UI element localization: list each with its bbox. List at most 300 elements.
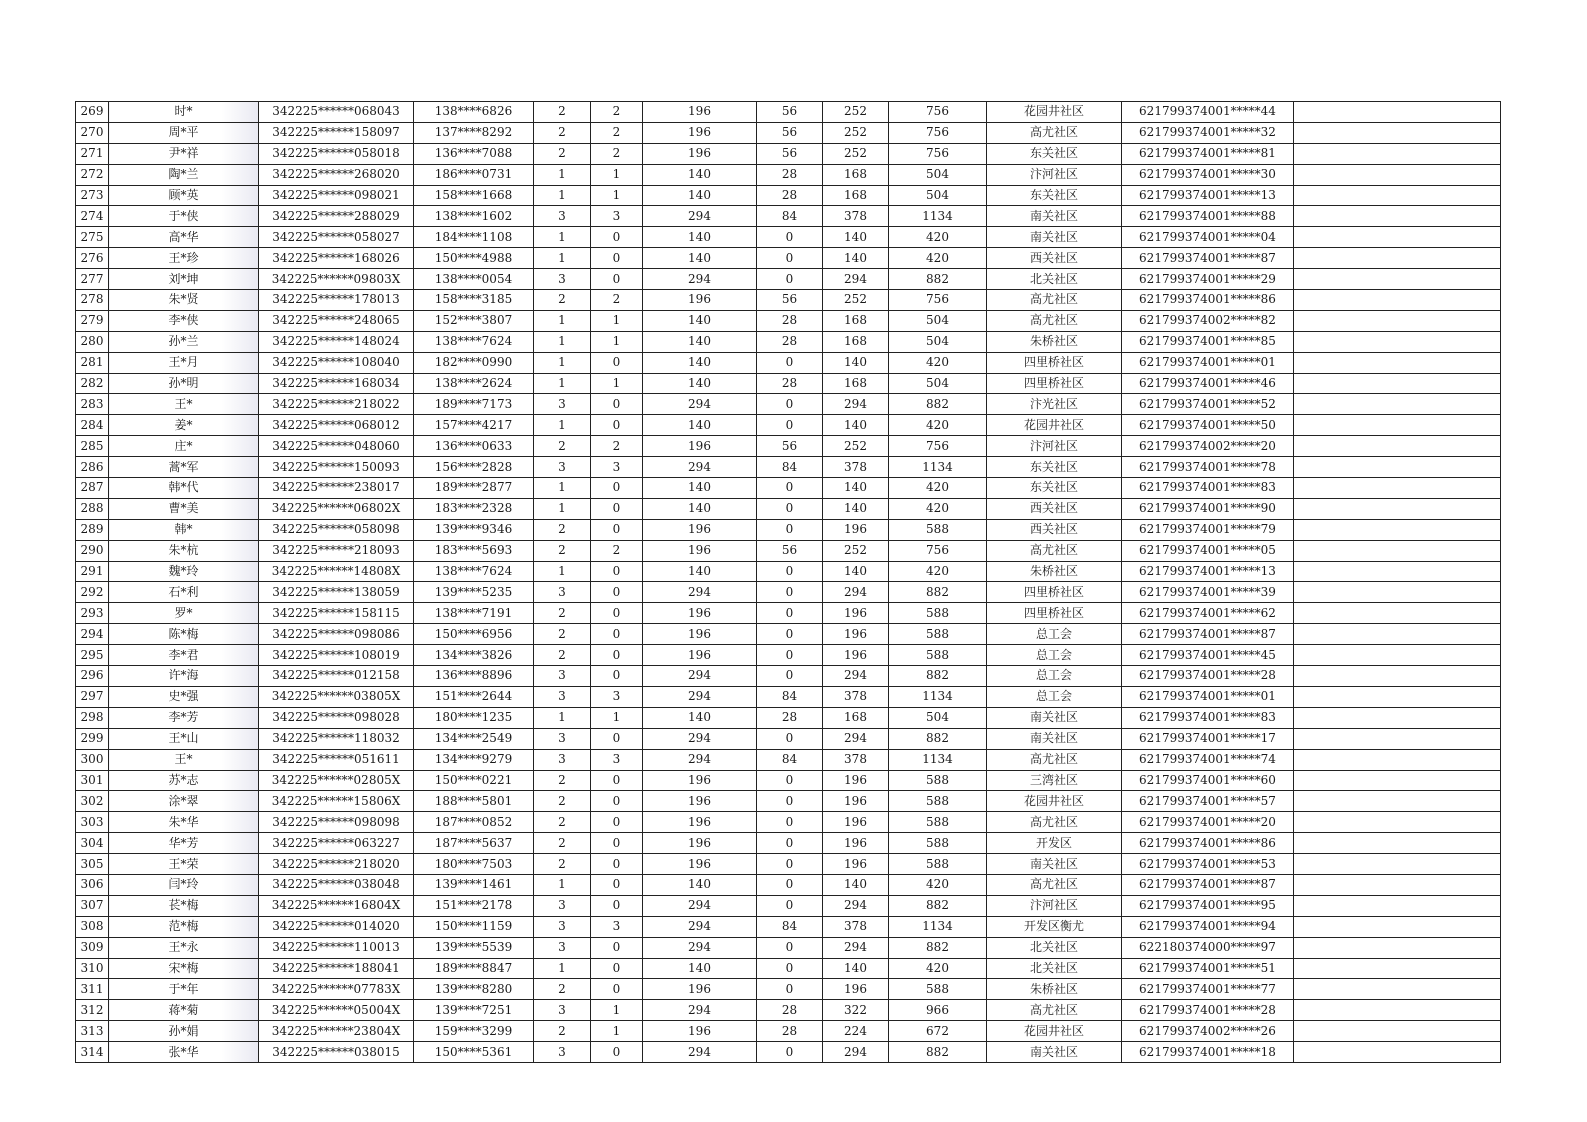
cell-total: 504 bbox=[889, 373, 987, 394]
cell-id-number: 342225******168026 bbox=[259, 248, 414, 269]
cell-amount-a: 140 bbox=[643, 561, 757, 582]
cell-amount-a: 294 bbox=[643, 937, 757, 958]
cell-count-a: 2 bbox=[534, 624, 591, 645]
cell-name: 韩* bbox=[109, 519, 259, 540]
cell-blank bbox=[1294, 624, 1501, 645]
cell-bank-account: 621799374001*****13 bbox=[1122, 561, 1294, 582]
table-row bbox=[76, 833, 1501, 854]
cell-phone: 150****4988 bbox=[414, 248, 534, 269]
cell-count-b: 1 bbox=[591, 707, 643, 728]
cell-row-number: 310 bbox=[76, 958, 109, 979]
cell-bank-account: 621799374001*****78 bbox=[1122, 457, 1294, 478]
table-row bbox=[76, 561, 1501, 582]
cell-id-number: 342225******038015 bbox=[259, 1042, 414, 1063]
table-row bbox=[76, 791, 1501, 812]
cell-community: 花园井社区 bbox=[987, 1021, 1122, 1042]
cell-amount-a: 294 bbox=[643, 582, 757, 603]
cell-phone: 151****2178 bbox=[414, 895, 534, 916]
cell-id-number: 342225******09803X bbox=[259, 269, 414, 290]
cell-total: 756 bbox=[889, 102, 987, 123]
cell-amount-a: 196 bbox=[643, 603, 757, 624]
cell-name: 刘*坤 bbox=[109, 269, 259, 290]
cell-name: 许*海 bbox=[109, 666, 259, 687]
cell-bank-account: 621799374001*****29 bbox=[1122, 269, 1294, 290]
cell-count-b: 1 bbox=[591, 1000, 643, 1021]
cell-id-number: 342225******06802X bbox=[259, 498, 414, 519]
cell-bank-account: 621799374001*****50 bbox=[1122, 415, 1294, 436]
cell-blank bbox=[1294, 916, 1501, 937]
cell-row-number: 280 bbox=[76, 331, 109, 352]
cell-total: 756 bbox=[889, 143, 987, 164]
cell-phone: 182****0990 bbox=[414, 352, 534, 373]
cell-count-b: 0 bbox=[591, 624, 643, 645]
cell-amount-a: 196 bbox=[643, 812, 757, 833]
cell-row-number: 273 bbox=[76, 185, 109, 206]
cell-count-b: 3 bbox=[591, 916, 643, 937]
cell-bank-account: 621799374001*****17 bbox=[1122, 728, 1294, 749]
cell-bank-account: 621799374002*****20 bbox=[1122, 436, 1294, 457]
cell-count-a: 2 bbox=[534, 645, 591, 666]
cell-id-number: 342225******168034 bbox=[259, 373, 414, 394]
cell-bank-account: 621799374001*****83 bbox=[1122, 478, 1294, 499]
cell-row-number: 295 bbox=[76, 645, 109, 666]
cell-name: 华*芳 bbox=[109, 833, 259, 854]
cell-count-b: 0 bbox=[591, 770, 643, 791]
cell-name: 孙*娟 bbox=[109, 1021, 259, 1042]
cell-blank bbox=[1294, 206, 1501, 227]
cell-total: 1134 bbox=[889, 916, 987, 937]
cell-phone: 183****5693 bbox=[414, 540, 534, 561]
cell-bank-account: 621799374001*****85 bbox=[1122, 331, 1294, 352]
cell-count-a: 1 bbox=[534, 310, 591, 331]
cell-count-a: 1 bbox=[534, 331, 591, 352]
cell-name: 王* bbox=[109, 394, 259, 415]
table-row bbox=[76, 290, 1501, 311]
cell-bank-account: 621799374001*****18 bbox=[1122, 1042, 1294, 1063]
cell-amount-b: 0 bbox=[757, 248, 823, 269]
cell-total: 504 bbox=[889, 310, 987, 331]
cell-subtotal: 168 bbox=[823, 185, 889, 206]
cell-row-number: 309 bbox=[76, 937, 109, 958]
cell-amount-b: 28 bbox=[757, 707, 823, 728]
cell-blank bbox=[1294, 540, 1501, 561]
cell-bank-account: 621799374001*****60 bbox=[1122, 770, 1294, 791]
cell-name: 尹*祥 bbox=[109, 143, 259, 164]
cell-count-a: 3 bbox=[534, 895, 591, 916]
cell-subtotal: 294 bbox=[823, 728, 889, 749]
cell-community: 总工会 bbox=[987, 645, 1122, 666]
cell-row-number: 272 bbox=[76, 164, 109, 185]
cell-blank bbox=[1294, 707, 1501, 728]
cell-count-b: 0 bbox=[591, 833, 643, 854]
cell-subtotal: 196 bbox=[823, 791, 889, 812]
cell-id-number: 342225******268020 bbox=[259, 164, 414, 185]
cell-id-number: 342225******058018 bbox=[259, 143, 414, 164]
cell-phone: 138****2624 bbox=[414, 373, 534, 394]
cell-amount-a: 140 bbox=[643, 310, 757, 331]
cell-phone: 134****2549 bbox=[414, 728, 534, 749]
cell-amount-b: 28 bbox=[757, 185, 823, 206]
cell-amount-b: 0 bbox=[757, 979, 823, 1000]
cell-community: 朱桥社区 bbox=[987, 331, 1122, 352]
cell-id-number: 342225******248065 bbox=[259, 310, 414, 331]
cell-phone: 156****2828 bbox=[414, 457, 534, 478]
cell-row-number: 286 bbox=[76, 457, 109, 478]
cell-community: 汴光社区 bbox=[987, 394, 1122, 415]
cell-phone: 180****7503 bbox=[414, 854, 534, 875]
cell-id-number: 342225******108040 bbox=[259, 352, 414, 373]
cell-blank bbox=[1294, 874, 1501, 895]
cell-name: 时* bbox=[109, 102, 259, 123]
cell-name: 高*华 bbox=[109, 227, 259, 248]
cell-phone: 137****8292 bbox=[414, 122, 534, 143]
cell-total: 588 bbox=[889, 833, 987, 854]
cell-community: 开发区衡尤 bbox=[987, 916, 1122, 937]
cell-amount-a: 196 bbox=[643, 540, 757, 561]
cell-subtotal: 140 bbox=[823, 498, 889, 519]
cell-phone: 189****7173 bbox=[414, 394, 534, 415]
cell-community: 高尤社区 bbox=[987, 812, 1122, 833]
cell-blank bbox=[1294, 666, 1501, 687]
cell-count-a: 1 bbox=[534, 248, 591, 269]
table-row bbox=[76, 707, 1501, 728]
cell-id-number: 342225******23804X bbox=[259, 1021, 414, 1042]
table-row bbox=[76, 874, 1501, 895]
cell-id-number: 342225******108019 bbox=[259, 645, 414, 666]
cell-amount-b: 0 bbox=[757, 791, 823, 812]
cell-name: 蒋*菊 bbox=[109, 1000, 259, 1021]
cell-id-number: 342225******098021 bbox=[259, 185, 414, 206]
cell-count-b: 0 bbox=[591, 415, 643, 436]
cell-count-a: 2 bbox=[534, 791, 591, 812]
table-row bbox=[76, 373, 1501, 394]
cell-total: 756 bbox=[889, 436, 987, 457]
cell-count-b: 1 bbox=[591, 373, 643, 394]
table-row bbox=[76, 122, 1501, 143]
cell-name: 李*君 bbox=[109, 645, 259, 666]
cell-phone: 139****9346 bbox=[414, 519, 534, 540]
cell-id-number: 342225******03805X bbox=[259, 686, 414, 707]
cell-total: 672 bbox=[889, 1021, 987, 1042]
cell-amount-b: 0 bbox=[757, 958, 823, 979]
cell-id-number: 342225******118032 bbox=[259, 728, 414, 749]
cell-name: 王* bbox=[109, 749, 259, 770]
cell-count-a: 1 bbox=[534, 958, 591, 979]
cell-total: 420 bbox=[889, 352, 987, 373]
cell-count-a: 3 bbox=[534, 1042, 591, 1063]
cell-count-a: 3 bbox=[534, 728, 591, 749]
cell-community: 高尤社区 bbox=[987, 749, 1122, 770]
table-row bbox=[76, 812, 1501, 833]
cell-name: 陶*兰 bbox=[109, 164, 259, 185]
cell-community: 南关社区 bbox=[987, 728, 1122, 749]
cell-bank-account: 621799374001*****01 bbox=[1122, 352, 1294, 373]
cell-row-number: 269 bbox=[76, 102, 109, 123]
cell-subtotal: 196 bbox=[823, 645, 889, 666]
cell-row-number: 313 bbox=[76, 1021, 109, 1042]
cell-id-number: 342225******138059 bbox=[259, 582, 414, 603]
cell-count-b: 0 bbox=[591, 645, 643, 666]
cell-phone: 138****7624 bbox=[414, 561, 534, 582]
cell-amount-b: 0 bbox=[757, 582, 823, 603]
cell-row-number: 293 bbox=[76, 603, 109, 624]
cell-subtotal: 140 bbox=[823, 227, 889, 248]
cell-bank-account: 621799374001*****81 bbox=[1122, 143, 1294, 164]
cell-phone: 150****6956 bbox=[414, 624, 534, 645]
cell-community: 花园井社区 bbox=[987, 102, 1122, 123]
cell-count-b: 3 bbox=[591, 686, 643, 707]
cell-blank bbox=[1294, 227, 1501, 248]
cell-amount-b: 28 bbox=[757, 310, 823, 331]
cell-count-b: 2 bbox=[591, 436, 643, 457]
cell-amount-b: 28 bbox=[757, 1021, 823, 1042]
cell-total: 504 bbox=[889, 707, 987, 728]
cell-subtotal: 294 bbox=[823, 895, 889, 916]
cell-count-b: 2 bbox=[591, 122, 643, 143]
cell-row-number: 314 bbox=[76, 1042, 109, 1063]
cell-name: 周*平 bbox=[109, 122, 259, 143]
cell-name: 姜* bbox=[109, 415, 259, 436]
cell-phone: 187****0852 bbox=[414, 812, 534, 833]
cell-amount-a: 294 bbox=[643, 206, 757, 227]
cell-total: 420 bbox=[889, 248, 987, 269]
cell-total: 420 bbox=[889, 478, 987, 499]
cell-bank-account: 621799374001*****95 bbox=[1122, 895, 1294, 916]
cell-row-number: 302 bbox=[76, 791, 109, 812]
cell-name: 蒿*军 bbox=[109, 457, 259, 478]
cell-amount-a: 140 bbox=[643, 352, 757, 373]
cell-row-number: 305 bbox=[76, 854, 109, 875]
cell-count-a: 3 bbox=[534, 916, 591, 937]
cell-count-a: 2 bbox=[534, 979, 591, 1000]
table-row bbox=[76, 102, 1501, 123]
cell-bank-account: 621799374001*****86 bbox=[1122, 290, 1294, 311]
cell-subtotal: 378 bbox=[823, 457, 889, 478]
cell-count-b: 0 bbox=[591, 874, 643, 895]
cell-count-a: 1 bbox=[534, 874, 591, 895]
cell-id-number: 342225******068012 bbox=[259, 415, 414, 436]
cell-community: 东关社区 bbox=[987, 457, 1122, 478]
cell-phone: 136****7088 bbox=[414, 143, 534, 164]
cell-count-a: 1 bbox=[534, 707, 591, 728]
cell-community: 东关社区 bbox=[987, 185, 1122, 206]
cell-community: 总工会 bbox=[987, 666, 1122, 687]
cell-blank bbox=[1294, 102, 1501, 123]
cell-subtotal: 196 bbox=[823, 854, 889, 875]
cell-count-b: 0 bbox=[591, 582, 643, 603]
cell-total: 756 bbox=[889, 290, 987, 311]
cell-count-a: 1 bbox=[534, 164, 591, 185]
cell-amount-b: 0 bbox=[757, 624, 823, 645]
cell-id-number: 342225******02805X bbox=[259, 770, 414, 791]
cell-count-a: 2 bbox=[534, 854, 591, 875]
table-row bbox=[76, 269, 1501, 290]
cell-amount-a: 140 bbox=[643, 707, 757, 728]
cell-row-number: 307 bbox=[76, 895, 109, 916]
cell-bank-account: 621799374001*****88 bbox=[1122, 206, 1294, 227]
cell-phone: 150****5361 bbox=[414, 1042, 534, 1063]
cell-id-number: 342225******15806X bbox=[259, 791, 414, 812]
cell-amount-a: 294 bbox=[643, 666, 757, 687]
cell-count-b: 1 bbox=[591, 1021, 643, 1042]
cell-id-number: 342225******218020 bbox=[259, 854, 414, 875]
cell-bank-account: 621799374001*****04 bbox=[1122, 227, 1294, 248]
cell-blank bbox=[1294, 352, 1501, 373]
cell-phone: 138****0054 bbox=[414, 269, 534, 290]
cell-amount-a: 140 bbox=[643, 498, 757, 519]
cell-amount-a: 294 bbox=[643, 1042, 757, 1063]
cell-bank-account: 621799374001*****57 bbox=[1122, 791, 1294, 812]
cell-subtotal: 196 bbox=[823, 979, 889, 1000]
table-row bbox=[76, 645, 1501, 666]
cell-subtotal: 196 bbox=[823, 603, 889, 624]
cell-community: 三湾社区 bbox=[987, 770, 1122, 791]
cell-count-b: 0 bbox=[591, 519, 643, 540]
cell-blank bbox=[1294, 749, 1501, 770]
cell-row-number: 275 bbox=[76, 227, 109, 248]
cell-count-b: 0 bbox=[591, 728, 643, 749]
cell-blank bbox=[1294, 1021, 1501, 1042]
cell-subtotal: 196 bbox=[823, 833, 889, 854]
cell-row-number: 301 bbox=[76, 770, 109, 791]
cell-phone: 138****6826 bbox=[414, 102, 534, 123]
cell-count-b: 0 bbox=[591, 394, 643, 415]
cell-count-a: 2 bbox=[534, 290, 591, 311]
cell-phone: 138****1602 bbox=[414, 206, 534, 227]
cell-community: 花园井社区 bbox=[987, 791, 1122, 812]
cell-bank-account: 621799374001*****62 bbox=[1122, 603, 1294, 624]
cell-count-b: 0 bbox=[591, 895, 643, 916]
table-row bbox=[76, 185, 1501, 206]
cell-phone: 139****1461 bbox=[414, 874, 534, 895]
table-row bbox=[76, 958, 1501, 979]
table-row bbox=[76, 1021, 1501, 1042]
table-row bbox=[76, 457, 1501, 478]
table-row bbox=[76, 1042, 1501, 1063]
cell-bank-account: 621799374001*****52 bbox=[1122, 394, 1294, 415]
cell-community: 南关社区 bbox=[987, 707, 1122, 728]
cell-count-a: 3 bbox=[534, 457, 591, 478]
cell-amount-b: 0 bbox=[757, 895, 823, 916]
cell-row-number: 279 bbox=[76, 310, 109, 331]
cell-count-b: 3 bbox=[591, 206, 643, 227]
cell-count-b: 0 bbox=[591, 478, 643, 499]
cell-id-number: 342225******14808X bbox=[259, 561, 414, 582]
cell-id-number: 342225******178013 bbox=[259, 290, 414, 311]
table-row bbox=[76, 227, 1501, 248]
cell-total: 588 bbox=[889, 979, 987, 1000]
cell-row-number: 277 bbox=[76, 269, 109, 290]
table-row bbox=[76, 854, 1501, 875]
cell-bank-account: 621799374001*****05 bbox=[1122, 540, 1294, 561]
cell-bank-account: 622180374000*****97 bbox=[1122, 937, 1294, 958]
cell-amount-b: 0 bbox=[757, 498, 823, 519]
cell-name: 王*山 bbox=[109, 728, 259, 749]
table-row bbox=[76, 895, 1501, 916]
cell-total: 966 bbox=[889, 1000, 987, 1021]
cell-row-number: 304 bbox=[76, 833, 109, 854]
cell-subtotal: 196 bbox=[823, 812, 889, 833]
cell-blank bbox=[1294, 645, 1501, 666]
cell-count-a: 2 bbox=[534, 143, 591, 164]
cell-bank-account: 621799374001*****87 bbox=[1122, 874, 1294, 895]
cell-count-a: 2 bbox=[534, 519, 591, 540]
cell-row-number: 297 bbox=[76, 686, 109, 707]
cell-amount-a: 196 bbox=[643, 290, 757, 311]
cell-subtotal: 252 bbox=[823, 102, 889, 123]
cell-community: 汴河社区 bbox=[987, 164, 1122, 185]
cell-blank bbox=[1294, 310, 1501, 331]
cell-community: 南关社区 bbox=[987, 206, 1122, 227]
cell-subtotal: 168 bbox=[823, 310, 889, 331]
cell-subtotal: 294 bbox=[823, 666, 889, 687]
cell-subtotal: 140 bbox=[823, 874, 889, 895]
cell-amount-b: 56 bbox=[757, 436, 823, 457]
cell-bank-account: 621799374001*****87 bbox=[1122, 624, 1294, 645]
cell-row-number: 308 bbox=[76, 916, 109, 937]
cell-subtotal: 378 bbox=[823, 206, 889, 227]
cell-phone: 136****0633 bbox=[414, 436, 534, 457]
cell-count-b: 0 bbox=[591, 561, 643, 582]
cell-subtotal: 168 bbox=[823, 164, 889, 185]
cell-amount-a: 294 bbox=[643, 1000, 757, 1021]
cell-count-b: 0 bbox=[591, 269, 643, 290]
cell-amount-a: 196 bbox=[643, 1021, 757, 1042]
cell-total: 588 bbox=[889, 603, 987, 624]
cell-bank-account: 621799374001*****28 bbox=[1122, 666, 1294, 687]
cell-blank bbox=[1294, 686, 1501, 707]
cell-amount-b: 0 bbox=[757, 770, 823, 791]
cell-blank bbox=[1294, 290, 1501, 311]
cell-bank-account: 621799374001*****45 bbox=[1122, 645, 1294, 666]
cell-amount-b: 0 bbox=[757, 645, 823, 666]
cell-count-b: 0 bbox=[591, 248, 643, 269]
cell-blank bbox=[1294, 457, 1501, 478]
cell-bank-account: 621799374001*****51 bbox=[1122, 958, 1294, 979]
cell-total: 756 bbox=[889, 122, 987, 143]
cell-count-b: 0 bbox=[591, 352, 643, 373]
cell-phone: 150****1159 bbox=[414, 916, 534, 937]
cell-phone: 159****3299 bbox=[414, 1021, 534, 1042]
cell-id-number: 342225******063227 bbox=[259, 833, 414, 854]
cell-phone: 184****1108 bbox=[414, 227, 534, 248]
cell-total: 588 bbox=[889, 854, 987, 875]
cell-subtotal: 140 bbox=[823, 561, 889, 582]
cell-subtotal: 140 bbox=[823, 478, 889, 499]
cell-bank-account: 621799374002*****82 bbox=[1122, 310, 1294, 331]
cell-amount-b: 0 bbox=[757, 728, 823, 749]
cell-count-a: 1 bbox=[534, 227, 591, 248]
cell-total: 882 bbox=[889, 1042, 987, 1063]
cell-subtotal: 140 bbox=[823, 958, 889, 979]
cell-phone: 183****2328 bbox=[414, 498, 534, 519]
cell-row-number: 299 bbox=[76, 728, 109, 749]
cell-amount-b: 56 bbox=[757, 143, 823, 164]
cell-amount-a: 196 bbox=[643, 519, 757, 540]
cell-count-a: 3 bbox=[534, 206, 591, 227]
cell-name: 朱*杭 bbox=[109, 540, 259, 561]
cell-amount-a: 294 bbox=[643, 269, 757, 290]
cell-blank bbox=[1294, 791, 1501, 812]
cell-amount-a: 294 bbox=[643, 916, 757, 937]
cell-amount-a: 140 bbox=[643, 185, 757, 206]
cell-total: 882 bbox=[889, 394, 987, 415]
cell-name: 闫*玲 bbox=[109, 874, 259, 895]
cell-subtotal: 168 bbox=[823, 707, 889, 728]
cell-row-number: 271 bbox=[76, 143, 109, 164]
cell-count-a: 2 bbox=[534, 1021, 591, 1042]
cell-amount-a: 196 bbox=[643, 122, 757, 143]
